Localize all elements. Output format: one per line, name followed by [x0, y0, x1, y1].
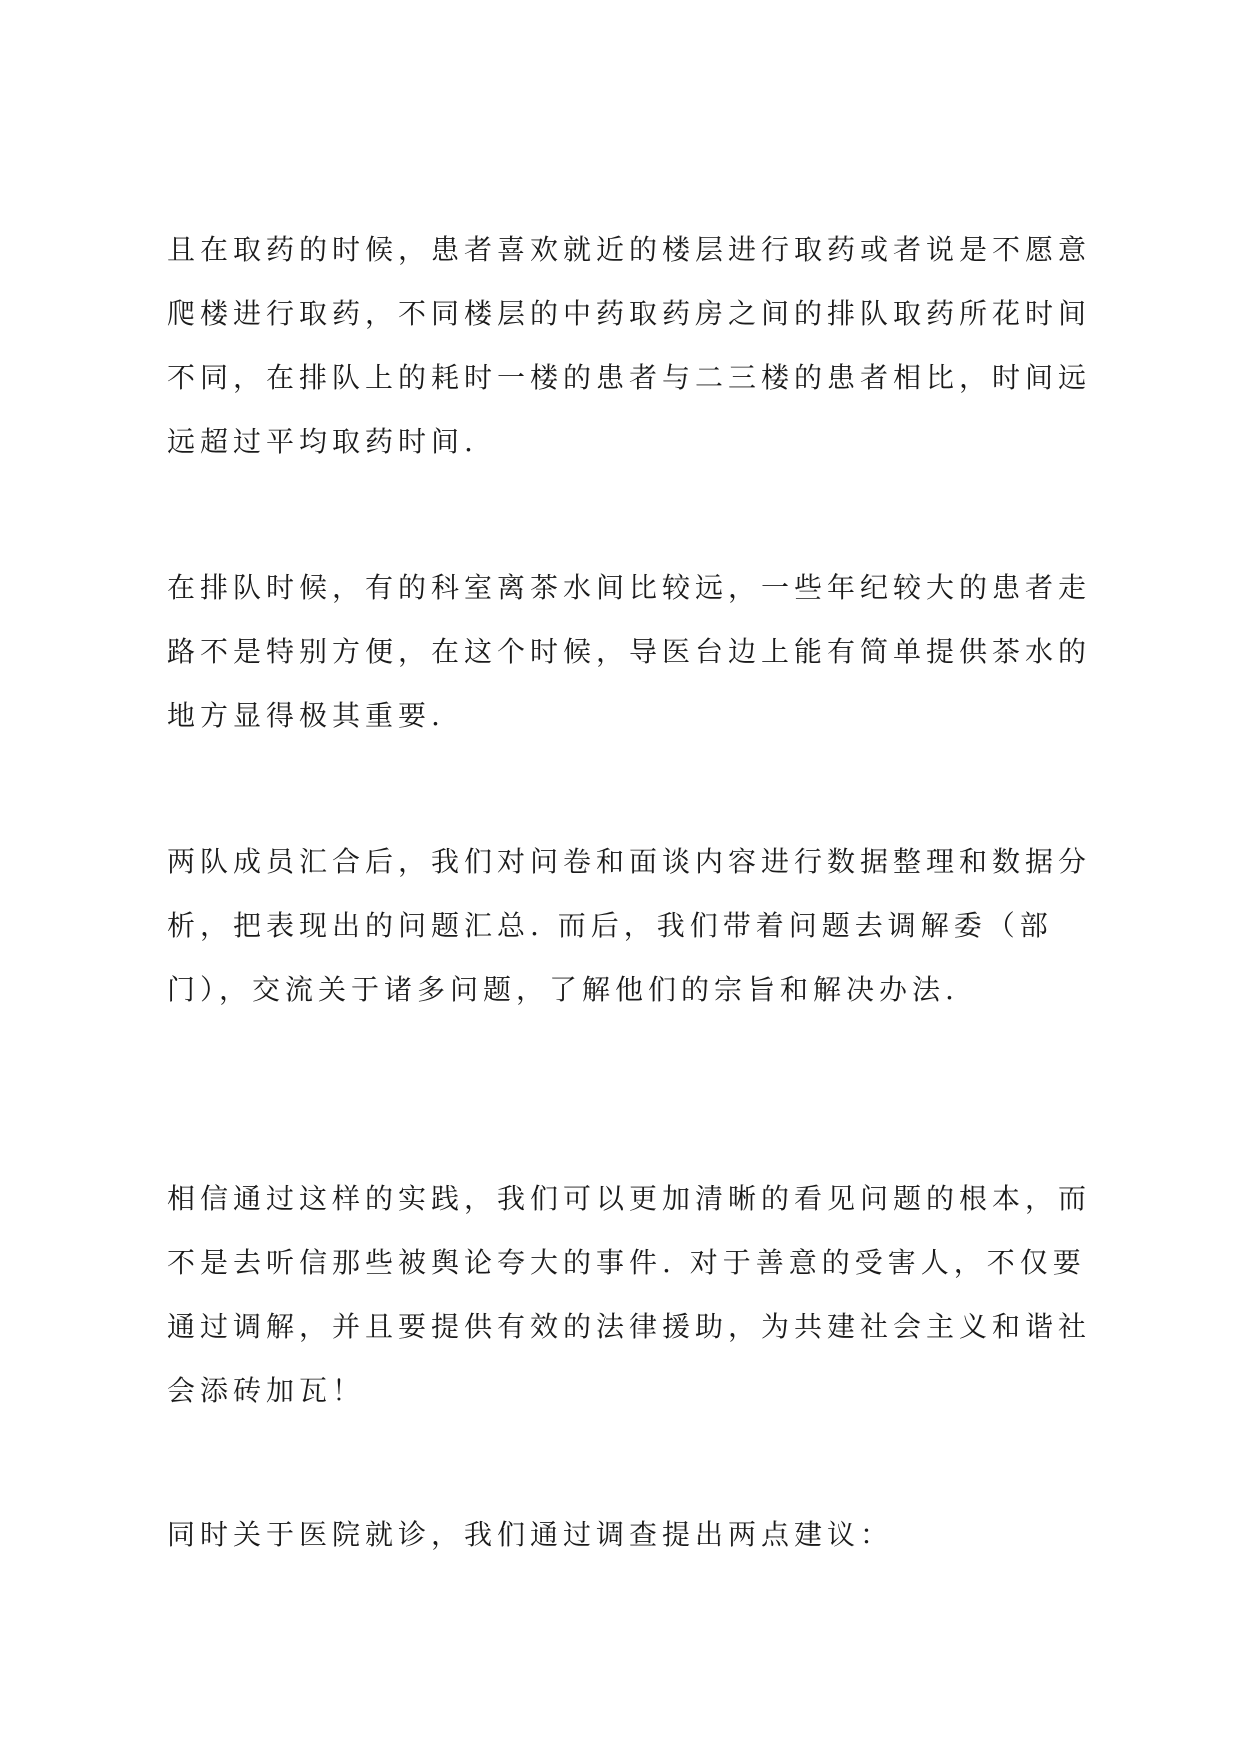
text-line: 会添砖加瓦！ [167, 1374, 366, 1407]
text-line: 在排队时候，有的科室离茶水间比较远，一些年纪较大的患者走 [167, 571, 1092, 604]
text-line: 同时关于医院就诊，我们通过调查提出两点建议： [167, 1518, 894, 1551]
text-line: 地方显得极其重要. [167, 699, 445, 732]
paragraph-medicine-pickup [167, 218, 1091, 474]
text-line: 通过调解，并且要提供有效的法律援助，为共建社会主义和谐社 [167, 1310, 1092, 1343]
text-line: 门），交流关于诸多问题，了解他们的宗旨和解决办法. [167, 973, 959, 1006]
text-line: 两队成员汇合后，我们对问卷和面谈内容进行数据整理和数据分 [167, 845, 1092, 878]
text-line: 远超过平均取药时间. [167, 425, 478, 458]
paragraph-team-analysis [167, 830, 1091, 1022]
paragraph-tea-water [167, 556, 1091, 748]
text-line: 爬楼进行取药，不同楼层的中药取药房之间的排队取药所花时间 [167, 297, 1092, 330]
text-line: 路不是特别方便，在这个时候，导医台边上能有简单提供茶水的 [167, 635, 1092, 668]
paragraph-suggestions-intro [167, 1503, 893, 1567]
text-line: 相信通过这样的实践，我们可以更加清晰的看见问题的根本，而 [167, 1182, 1092, 1215]
text-line: 不是去听信那些被舆论夸大的事件. 对于善意的受害人，不仅要 [167, 1246, 1086, 1279]
text-line: 析，把表现出的问题汇总. 而后，我们带着问题去调解委（部 [167, 909, 1053, 942]
paragraph-conclusion [167, 1167, 1091, 1423]
text-line: 且在取药的时候，患者喜欢就近的楼层进行取药或者说是不愿意 [167, 233, 1092, 266]
text-line: 不同，在排队上的耗时一楼的患者与二三楼的患者相比，时间远 [167, 361, 1092, 394]
